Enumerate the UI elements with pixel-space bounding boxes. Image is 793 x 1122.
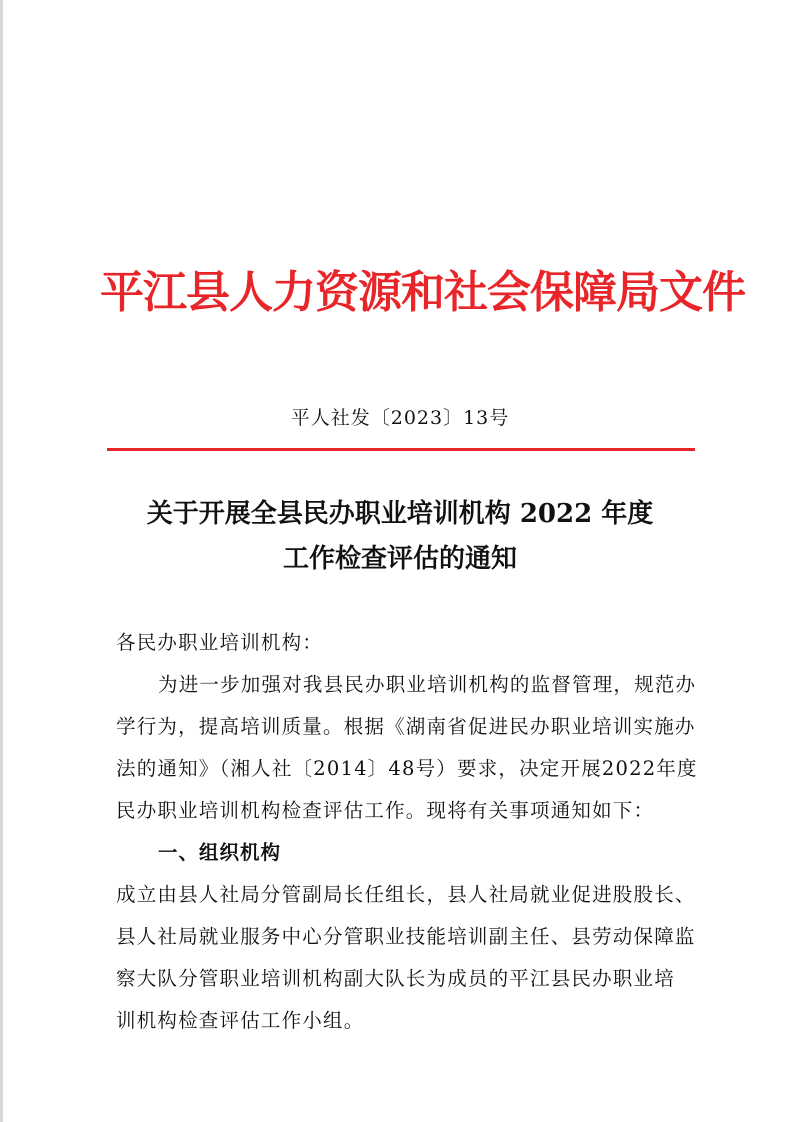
salutation: 各民办职业培训机构： [116, 631, 324, 654]
paragraph-2-line-4: 训机构检查评估工作小组。 [116, 1009, 365, 1032]
paragraph-2-line-1: 成立由县人社局分管副局长任组长，县人社局就业促进股股长、 [116, 883, 696, 906]
paragraph-1-line-2: 学行为，提高培训质量。根据《湖南省促进民办职业培训实施办 [116, 715, 696, 738]
paragraph-2-line-2: 县人社局就业服务中心分管职业技能培训副主任、县劳动保障监 [116, 925, 696, 948]
document-masthead: 平江县人力资源和社会保障局文件 [100, 267, 745, 318]
page-edge-shadow [0, 0, 3, 1122]
notice-body [116, 622, 716, 1042]
section-heading-organization: 一、组织机构 [158, 841, 282, 864]
document-number: 平人社发〔2023〕13号 [290, 407, 510, 429]
notice-title-line-2: 工作检查评估的通知 [282, 544, 517, 574]
paragraph-2-line-3: 察大队分管职业培训机构副大队长为成员的平江县民办职业培 [116, 967, 675, 990]
paragraph-1-line-3: 法的通知》（湘人社〔2014〕48号）要求，决定开展2022年度 [116, 757, 698, 780]
red-divider-line [107, 448, 695, 451]
notice-title-line-1: 关于开展全县民办职业培训机构 2022 年度 [146, 499, 654, 529]
paragraph-1-line-1: 为进一步加强对我县民办职业培训机构的监督管理，规范办 [158, 673, 697, 696]
paragraph-1-line-4: 民办职业培训机构检查评估工作。现将有关事项通知如下： [116, 799, 655, 822]
notice-title [90, 492, 710, 582]
